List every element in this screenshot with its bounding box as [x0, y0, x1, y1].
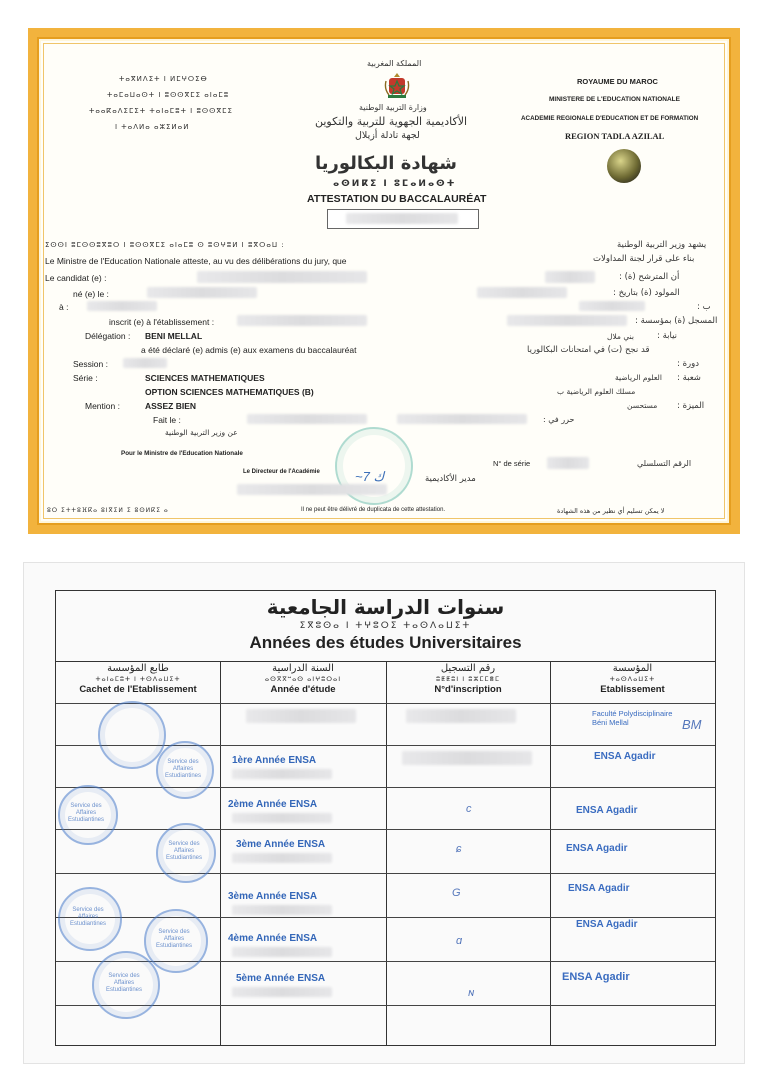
- signature: ~7 ك: [355, 469, 385, 484]
- ar-serial-number: الرقم التسلسلي: [637, 459, 692, 468]
- label-candidate: Le candidat (e) :: [45, 273, 107, 283]
- ar-ministry: وزارة التربية الوطنية: [359, 103, 427, 112]
- redacted-date: [247, 414, 367, 424]
- label-birth-place: à :: [59, 302, 69, 312]
- institution-name: ENSA Agadir: [568, 883, 630, 894]
- col-ar: رقم التسجيل: [440, 663, 496, 674]
- row-divider: [56, 787, 715, 788]
- redacted-birth-date-ar: [477, 287, 567, 298]
- handwritten-mark: ɑ: [456, 935, 463, 947]
- ar-kingdom: المملكة المغربية: [367, 59, 422, 68]
- ar-duplicata: لا يمكن تسليم أي نظير من هذه الشهادة: [557, 507, 665, 515]
- ar-delegation-value: بني ملال: [607, 332, 634, 341]
- ar-done-on: حرر في :: [543, 415, 575, 424]
- ar-series: شعبة :: [677, 373, 701, 383]
- row-divider: [56, 873, 715, 874]
- study-year: 5ème Année ENSA: [236, 973, 326, 984]
- mention-value: ASSEZ BIEN: [145, 401, 197, 411]
- table-title: [56, 591, 715, 662]
- redacted-birth-date: [147, 287, 257, 298]
- redacted-school: [237, 315, 367, 326]
- title-tif: ⵉⴳⵓⵙⴰ ⵏ ⵜⵖⵓⵔⵉ ⵜⴰⵙⴷⴰⵡⵉⵜ: [299, 621, 472, 631]
- col-tif: ⵓⵟⵟⵓⵏ ⵏ ⵓⵣⵎⵎⴻⵎ: [435, 675, 501, 683]
- redacted-session: [123, 358, 167, 368]
- ar-school: المسجل (ة) بمؤسسة :: [635, 316, 718, 326]
- university-years-page: [23, 562, 745, 1064]
- redacted-academic-year: [232, 905, 332, 915]
- ar-session: دورة :: [677, 359, 700, 369]
- col-fr: Cachet de l'Etablissement: [79, 684, 197, 695]
- column-divider: [386, 661, 387, 1045]
- fr-region: REGION TADLA AZILAL: [565, 131, 665, 141]
- option-value: OPTION SCIENCES MATHEMATIQUES (B): [145, 387, 314, 397]
- label-series: Série :: [73, 373, 98, 383]
- ar-birth-place: ب :: [697, 302, 711, 312]
- label-mention: Mention :: [85, 401, 120, 411]
- institution-name: ENSA Agadir: [562, 971, 630, 983]
- ar-birth-date: المولود (ة) بتاريخ :: [613, 288, 680, 298]
- ar-series-value: العلوم الرياضية: [615, 373, 662, 382]
- handwritten-mark: ɕ: [456, 843, 462, 855]
- fr-ministry: MINISTERE DE L'EDUCATION NATIONALE: [549, 96, 680, 103]
- handwritten-mark: ɴ: [468, 987, 475, 999]
- institution-name: ENSA Agadir: [594, 751, 656, 762]
- redacted-academic-year: [232, 769, 332, 779]
- fr-title: ATTESTATION DU BACCALAURÉAT: [307, 193, 487, 205]
- title-ar: سنوات الدراسة الجامعية: [266, 595, 505, 619]
- study-year: 4ème Année ENSA: [228, 933, 318, 944]
- ar-mention: الميزة :: [677, 401, 705, 411]
- redacted-school-ar: [507, 315, 627, 326]
- redacted-registration: [406, 709, 516, 723]
- delegation-value: BENI MELLAL: [145, 331, 203, 341]
- tif-footer: ⵓⵔ ⵉⵜⵜⵓⴼⴽⴰ ⵓⵏⴳⵉⵍ ⵉ ⵓⵙⵍⴽⵉ ⴰ: [47, 507, 169, 514]
- column-header-stamp: [56, 663, 220, 707]
- handwritten-mark: ᴄ: [466, 803, 472, 815]
- serial-box: [327, 209, 479, 229]
- column-divider: [220, 661, 221, 1045]
- baccalaureate-certificate: [28, 28, 740, 534]
- redacted-academic-year: [232, 987, 332, 997]
- redacted-academic-year: [232, 813, 332, 823]
- holographic-seal-icon: [607, 149, 641, 183]
- ar-for-minister: عن وزير التربية الوطنية: [165, 428, 238, 437]
- row-divider: [56, 703, 715, 704]
- ar-title: شهادة البكالوريا: [315, 153, 457, 174]
- moroccan-coat-of-arms-icon: [384, 71, 410, 99]
- tif-academy: ⵜⴰⴰⴽⴰⴷⵉⵎⵉⵜ ⵜⴰⵏⴰⵎⵓⵜ ⵏ ⵓⵙⵙⴳⵎⵉ: [89, 107, 233, 115]
- col-ar: السنة الدراسية: [272, 663, 334, 674]
- tif-kingdom: ⵜⴰⴳⵍⴷⵉⵜ ⵏ ⵍⵎⵖⵔⵉⴱ: [119, 75, 208, 83]
- university-years-table: [55, 590, 716, 1046]
- label-school: inscrit (e) à l'établissement :: [109, 317, 215, 327]
- ar-region: لجهة تادلة أزيلال: [355, 130, 420, 141]
- ar-intro-1: يشهد وزير التربية الوطنية: [617, 240, 707, 250]
- fr-academy: ACADEMIE REGIONALE D'EDUCATION ET DE FORMATION: [521, 115, 699, 122]
- tif-ministry: ⵜⴰⵎⴰⵡⴰⵙⵜ ⵏ ⵓⵙⵙⴳⵎⵉ ⴰⵏⴰⵎⵓ: [107, 91, 230, 99]
- ar-delegation: نيابة :: [657, 331, 678, 341]
- title-fr: Années des études Universitaires: [249, 633, 522, 652]
- fr-kingdom: ROYAUME DU MAROC: [577, 77, 658, 86]
- institution-name: Faculté Polydisciplinaire Béni Mellal: [592, 709, 673, 727]
- redacted-serial-number: [547, 457, 589, 469]
- ar-mention-value: مستحسن: [627, 401, 658, 410]
- tif-region: ⵏ ⵜⴰⴷⵍⴰ ⴰⵣⵉⵍⴰⵍ: [115, 123, 190, 131]
- col-ar: طابع المؤسسة: [107, 663, 169, 674]
- redacted-candidate-name-ar: [545, 271, 595, 283]
- stamp-text: Service des Affaires Estudiantines: [69, 907, 107, 927]
- ar-intro-2: بناء على قرار لجنة المداولات: [593, 254, 695, 264]
- col-tif: ⵜⴰⵙⴷⴰⵡⵉⵜ: [609, 675, 656, 683]
- fr-intro: Le Ministre de l'Education Nationale atteste, au vu des délibérations du jury, que: [45, 256, 347, 266]
- institution-name: ENSA Agadir: [576, 805, 638, 816]
- redacted-serial: [346, 213, 458, 224]
- serial-number-label: N° de série: [493, 459, 531, 468]
- ar-admitted: قد نجح (ت) في امتحانات البكالوريا: [527, 345, 650, 355]
- redacted-birth-place: [87, 301, 157, 311]
- column-header-registration: [386, 663, 550, 707]
- redacted-candidate-name: [197, 271, 367, 283]
- stamp-text: Service des Affaires Estudiantines: [105, 973, 143, 993]
- series-value: SCIENCES MATHEMATIQUES: [145, 373, 265, 383]
- institution-name: ENSA Agadir: [576, 919, 638, 930]
- ar-academy: الأكاديمية الجهوية للتربية والتكوين: [315, 115, 468, 128]
- label-session: Session :: [73, 359, 108, 369]
- stamp-text: Service des Affaires Estudiantines: [165, 841, 203, 861]
- ar-director: مدير الأكاديمية: [425, 474, 476, 484]
- fr-for-minister: Pour le Ministre de l'Education Nationale: [121, 450, 243, 457]
- handwritten-mark: G: [452, 887, 461, 899]
- stamp-text: Service des Affaires Estudiantines: [164, 759, 202, 779]
- redacted-birth-place-ar: [579, 301, 645, 311]
- redacted-registration: [402, 751, 532, 765]
- institution-name: ENSA Agadir: [566, 843, 628, 854]
- row-divider: [56, 1005, 715, 1006]
- redacted-director-name: [237, 484, 387, 495]
- director-label: Le Directeur de l'Académie: [243, 469, 320, 475]
- redacted-year: [246, 709, 356, 723]
- study-year: 2ème Année ENSA: [228, 799, 318, 810]
- col-ar: المؤسسة: [612, 663, 653, 674]
- study-year: 3ème Année ENSA: [228, 891, 318, 902]
- col-tif: ⴰⵙⴳⴳⵯⴰⵙ ⴰⵏⵖⵓⵔⴰⵏ: [264, 675, 342, 683]
- stamp-circle: [98, 701, 166, 769]
- col-fr: N°d'inscription: [434, 684, 502, 695]
- stamp-text: Service des Affaires Estudiantines: [67, 803, 105, 823]
- label-done-on: Fait le :: [153, 415, 181, 425]
- col-tif: ⵜⴰⵏⴰⵎⵓⵜ ⵏ ⵜⵙⴷⴰⵡⵉⵜ: [95, 675, 181, 683]
- row-divider: [56, 829, 715, 830]
- tif-title: ⴰⵙⵍⴽⵉ ⵏ ⵓⵎⴰⵍⴰⵙⵜ: [333, 179, 457, 189]
- col-fr: Etablissement: [600, 684, 665, 695]
- label-delegation: Délégation :: [85, 331, 131, 341]
- redacted-date-ar: [397, 414, 527, 424]
- stamp-text: Service des Affaires Estudiantines: [155, 929, 193, 949]
- fr-duplicata: Il ne peut être délivré de duplicata de cette attestation.: [301, 507, 446, 513]
- handwritten-mark: BM: [682, 717, 702, 732]
- label-birth-date: né (e) le :: [73, 289, 109, 299]
- column-header-institution: [550, 663, 715, 707]
- study-year: 3ème Année ENSA: [236, 839, 326, 850]
- redacted-academic-year: [232, 947, 332, 957]
- column-divider: [550, 661, 551, 1045]
- redacted-academic-year: [232, 853, 332, 863]
- ar-option-value: مسلك العلوم الرياضية ب: [557, 387, 636, 396]
- label-admitted: a été déclaré (e) admis (e) aux examens du baccalauréat: [141, 345, 357, 355]
- col-fr: Année d'étude: [270, 684, 336, 695]
- tif-intro: ⵉⵙⵙⵏ ⵓⵎⵙⵙⵓⴳⵓⵔ ⵏ ⵓⵙⵙⴳⵎⵉ ⴰⵏⴰⵎⵓ ⵙ ⵓⵙⵖⵓⵍ ⵏ ⵓⴳⵔⴰⵡ :: [45, 241, 285, 249]
- study-year: 1ère Année ENSA: [232, 755, 317, 766]
- column-header-year: [220, 663, 386, 707]
- ar-candidate: أن المترشح (ة) :: [619, 272, 680, 282]
